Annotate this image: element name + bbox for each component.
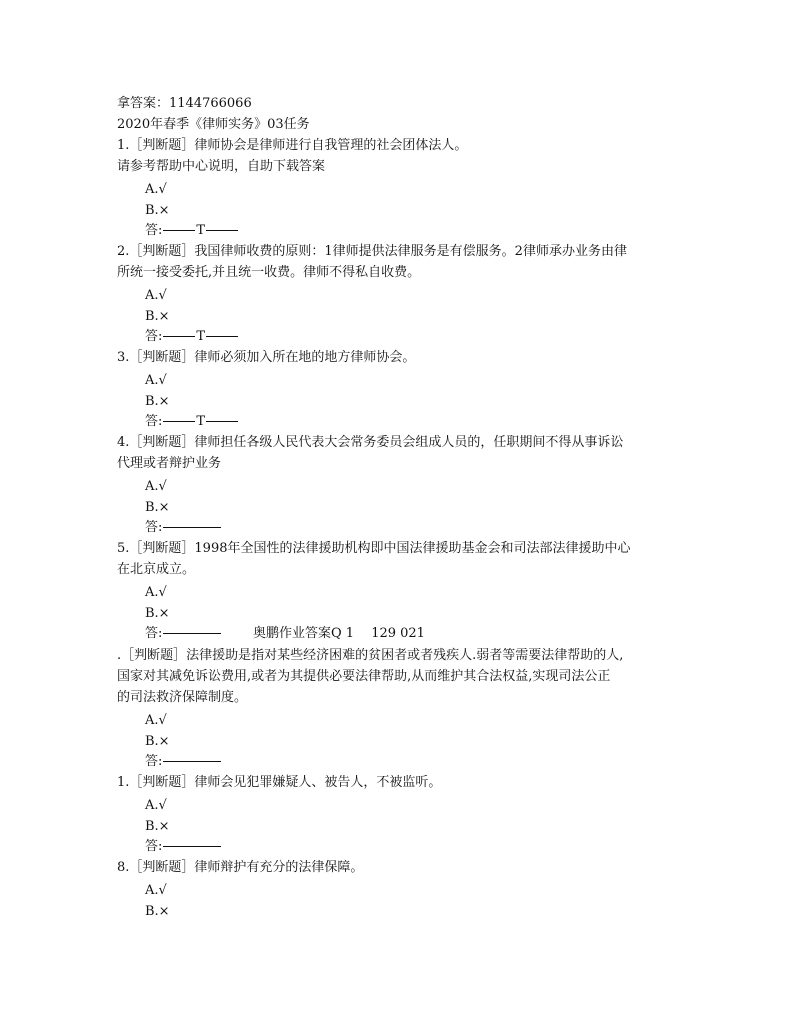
answer-dash-left xyxy=(163,230,195,231)
question-3-line-1: 3.［判断题］律师必须加入所在地的地方律师协会。 xyxy=(117,350,416,365)
question-7-answer xyxy=(145,836,222,857)
question-3-option-a: A.√ xyxy=(145,373,167,388)
question-1-answer xyxy=(145,220,239,241)
question-3-answer xyxy=(145,411,239,432)
question-8-option-b: B.× xyxy=(145,904,170,919)
answer-dash-left xyxy=(163,421,195,422)
question-4-line-1: 4.［判断题］律师担任各级人民代表大会常务委员会组成人员的，任职期间不得从事诉讼 xyxy=(117,435,624,450)
question-1-option-b: B.× xyxy=(145,203,170,218)
answer-label: 答: xyxy=(145,329,163,344)
question-6-option-a: A.√ xyxy=(145,713,167,728)
answer-label: 答: xyxy=(145,754,163,769)
question-4-answer xyxy=(145,517,222,538)
question-2-answer xyxy=(145,326,239,347)
question-5-option-a: A.√ xyxy=(145,585,167,600)
answer-dash-right xyxy=(206,421,238,422)
watermark-text: 奥鹏作业答案Q 1 129 021 xyxy=(253,626,425,641)
question-7-option-a: A.√ xyxy=(145,798,167,813)
question-6-line-2: 国家对其减免诉讼费用,或者为其提供必要法律帮助,从而维护其合法权益,实现司法公正 xyxy=(117,669,611,684)
contact-line: 拿答案：1144766066 xyxy=(117,96,252,111)
answer-blank-line xyxy=(163,846,221,847)
answer-blank-line xyxy=(163,761,221,762)
question-4-option-a: A.√ xyxy=(145,479,167,494)
question-5-option-b: B.× xyxy=(145,606,170,621)
answer-dash-left xyxy=(163,336,195,337)
answer-label: 答: xyxy=(145,414,163,429)
answer-dash-right xyxy=(206,230,238,231)
question-1-line-2: 请参考帮助中心说明，自助下载答案 xyxy=(117,159,326,174)
answer-label: 答: xyxy=(145,520,163,535)
question-6-answer xyxy=(145,751,222,772)
question-5-line-2: 在北京成立。 xyxy=(117,562,196,577)
answer-label: 答: xyxy=(145,626,163,641)
question-5-line-1: 5.［判断题］1998年全国性的法律援助机构即中国法律援助基金会和司法部法律援助中心 xyxy=(117,541,631,556)
question-6-option-b: B.× xyxy=(145,734,170,749)
question-4-line-2: 代理或者辩护业务 xyxy=(117,456,222,471)
question-3-option-b: B.× xyxy=(145,394,170,409)
answer-value: T xyxy=(196,414,206,429)
question-1-option-a: A.√ xyxy=(145,182,167,197)
question-7-line-1: 1.［判断题］律师会见犯罪嫌疑人、被告人，不被监听。 xyxy=(117,775,442,790)
question-5-answer xyxy=(145,623,222,644)
answer-dash-right xyxy=(206,336,238,337)
answer-value: T xyxy=(196,329,206,344)
answer-blank-line xyxy=(163,633,221,634)
question-2-line-2: 所统一接受委托,并且统一收费。律师不得私自收费。 xyxy=(117,265,421,280)
question-8-line-1: 8.［判断题］律师辩护有充分的法律保障。 xyxy=(117,860,364,875)
question-4-option-b: B.× xyxy=(145,500,170,515)
answer-value: T xyxy=(196,223,206,238)
question-2-option-b: B.× xyxy=(145,309,170,324)
document-title: 2020年春季《律师实务》03任务 xyxy=(117,117,310,132)
question-6-line-1: .［判断题］法律援助是指对某些经济困难的贫困者或者残疾人.弱者等需要法律帮助的人, xyxy=(117,648,624,663)
question-7-option-b: B.× xyxy=(145,819,170,834)
question-8-option-a: A.√ xyxy=(145,883,167,898)
answer-label: 答: xyxy=(145,223,163,238)
question-2-option-a: A.√ xyxy=(145,288,167,303)
question-1-line-1: 1.［判断题］律师协会是律师进行自我管理的社会团体法人。 xyxy=(117,138,468,153)
question-2-line-1: 2.［判断题］我国律师收费的原则：1律师提供法律服务是有偿服务。2律师承办业务由律 xyxy=(117,244,627,259)
question-6-line-3: 的司法救济保障制度。 xyxy=(117,690,248,705)
answer-label: 答: xyxy=(145,839,163,854)
answer-blank-line xyxy=(163,527,221,528)
